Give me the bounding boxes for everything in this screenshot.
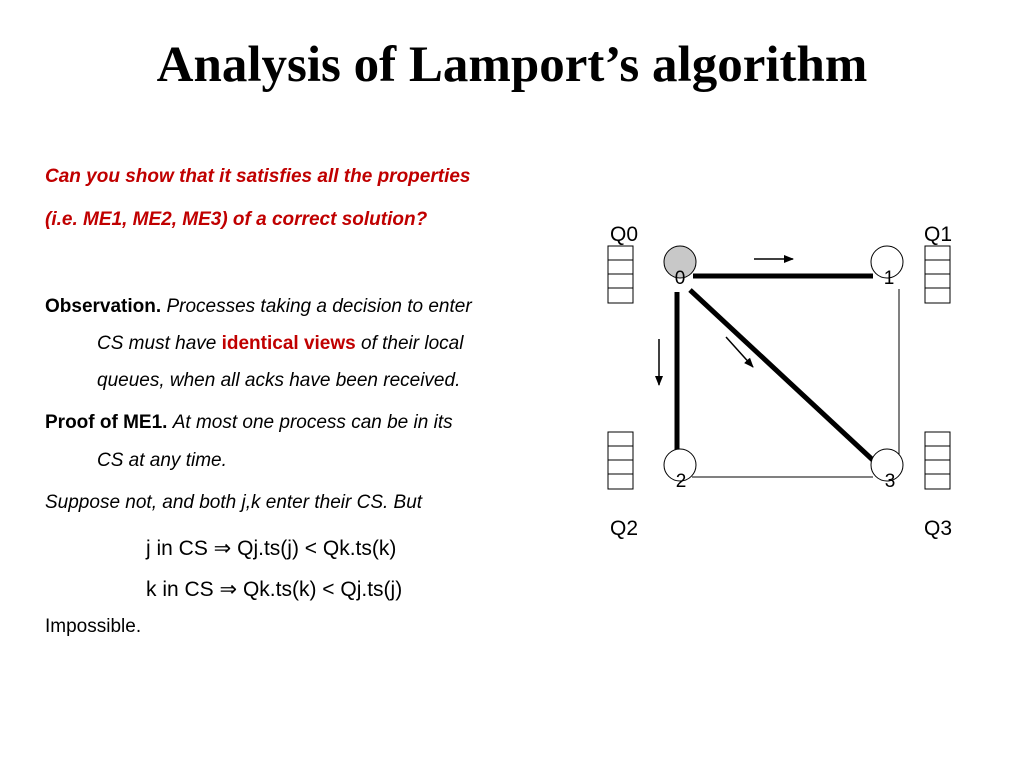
queue-label-q0: Q0: [610, 223, 639, 246]
formula-2: k in CS ⇒ Qk.ts(k) < Qj.ts(j): [146, 578, 403, 601]
formula-1: j in CS ⇒ Qj.ts(j) < Qk.ts(k): [146, 537, 397, 560]
proof-conclusion: Impossible.: [45, 616, 142, 637]
queue-q3: [925, 432, 950, 489]
observation-text-b: of their local: [361, 333, 464, 354]
queue-q2: [608, 432, 633, 489]
proof-text: At most one process can be in its: [172, 412, 453, 433]
observation-text: Processes taking a decision to enter: [166, 296, 472, 317]
node-1-label: 1: [883, 268, 895, 289]
queue-label-q3: Q3: [924, 517, 953, 540]
queue-q0: [608, 246, 633, 303]
queue-label-q2: Q2: [610, 517, 639, 540]
node-2-label: 2: [675, 471, 687, 492]
observation-label: Observation.: [45, 296, 162, 317]
queue-q1: [925, 246, 950, 303]
slide-title: Analysis of Lamport’s algorithm: [156, 37, 868, 93]
edge-0-3: [690, 290, 876, 463]
question-line-2: (i.e. ME1, ME2, ME3) of a correct solution?: [45, 209, 428, 230]
observation-line-3: queues, when all acks have been received.: [97, 370, 461, 391]
proof-line-2: CS at any time.: [97, 450, 227, 471]
node-3-label: 3: [884, 471, 896, 492]
node-0-label: 0: [674, 268, 686, 289]
proof-label: Proof of ME1.: [45, 412, 168, 433]
question-line-1: Can you show that it satisfies all the properties: [45, 166, 471, 187]
proof-suppose: Suppose not, and both j,k enter their CS. But: [45, 492, 423, 513]
observation-highlight: identical views: [221, 333, 356, 354]
queue-label-q1: Q1: [924, 223, 953, 246]
observation-text-a: CS must have: [97, 333, 217, 354]
